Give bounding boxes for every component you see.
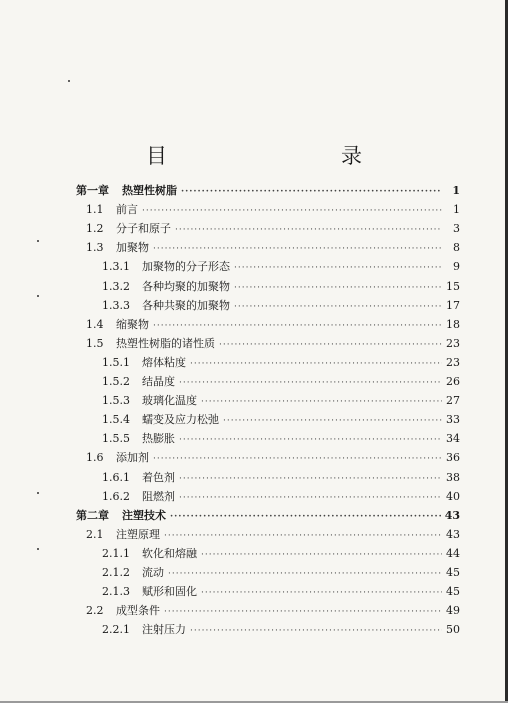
toc-entry-number: 1.3.2	[102, 279, 130, 293]
toc-entry-page: 45	[446, 566, 460, 579]
toc-entry-number: 2.2	[86, 604, 104, 618]
toc-entry-page: 17	[446, 298, 460, 312]
toc-entry[interactable]	[86, 200, 460, 219]
toc-entry[interactable]	[86, 448, 460, 467]
scan-speck	[37, 492, 39, 494]
toc-entry-number: 1.5.1	[102, 355, 130, 369]
toc-entry-page: 1	[453, 203, 460, 217]
toc-entry-number: 1.5	[86, 336, 104, 350]
toc-entry-number: 1.3.1	[102, 260, 130, 274]
toc-entry-page: 36	[446, 451, 460, 465]
toc-entry-title: 前言	[116, 203, 138, 217]
toc-entry-title: 着色剂	[142, 470, 175, 484]
toc-entry-title: 分子和原子	[116, 222, 171, 236]
toc-entry-title: 注塑技术	[122, 508, 166, 522]
toc-entry-title: 玻璃化温度	[142, 394, 197, 408]
toc-entry-number: 1.1	[86, 203, 104, 217]
toc-entry-page: 1	[452, 184, 460, 197]
toc-entry-title: 阻燃剂	[142, 489, 175, 503]
toc-entry[interactable]	[76, 181, 460, 200]
toc-entry-number: 1.5.3	[102, 394, 130, 408]
toc-entry[interactable]	[86, 219, 460, 238]
toc-entry-page: 44	[446, 546, 460, 560]
toc-entry[interactable]	[86, 315, 460, 334]
toc-entry-page: 18	[446, 317, 460, 331]
toc-entry-page: 38	[446, 470, 460, 484]
toc-entry-title: 赋形和固化	[142, 585, 197, 599]
toc-entry[interactable]	[102, 544, 460, 563]
toc-entry[interactable]	[102, 429, 460, 448]
scan-speck	[37, 240, 39, 242]
toc-entry[interactable]	[76, 506, 460, 525]
toc-entry[interactable]	[86, 525, 460, 544]
toc-entry-title: 蠕变及应力松弛	[142, 413, 219, 427]
toc-entry[interactable]	[102, 353, 460, 372]
toc-entry-page: 27	[446, 394, 460, 408]
toc-entry-number: 2.1.2	[102, 566, 130, 579]
toc-entry-title: 注塑原理	[116, 527, 160, 541]
toc-entry[interactable]	[86, 334, 460, 353]
toc-entry[interactable]	[102, 372, 460, 391]
toc-entry-page: 3	[453, 222, 460, 236]
toc-entry[interactable]	[102, 257, 460, 276]
toc-entry-number: 2.1.1	[102, 546, 130, 560]
toc-entry-page: 23	[446, 355, 460, 369]
toc-entry-title: 各种共聚的加聚物	[142, 298, 230, 312]
toc-entry-title: 添加剂	[116, 451, 149, 465]
toc-entry[interactable]	[86, 601, 460, 620]
toc-entry-title: 热塑性树脂	[122, 184, 177, 197]
toc-entry-page: 15	[446, 279, 460, 293]
toc-entry-number: 2.2.1	[102, 623, 130, 637]
toc-entry-number: 1.3.3	[102, 298, 130, 312]
toc-entry-number: 1.5.5	[102, 432, 130, 446]
toc-entry[interactable]	[102, 391, 460, 410]
toc-entry-title: 结晶度	[142, 375, 175, 388]
scan-speck	[37, 295, 39, 297]
toc-entry-title: 热膨胀	[142, 432, 175, 446]
toc-entry-title: 流动	[142, 566, 164, 579]
toc-entry-number: 第二章	[76, 508, 109, 522]
toc-entry-number: 1.6.2	[102, 489, 130, 503]
toc-entry-title: 成型条件	[116, 604, 160, 618]
toc-entry-number: 1.5.2	[102, 375, 130, 388]
scan-speck	[68, 80, 70, 82]
toc-entry[interactable]	[86, 238, 460, 257]
toc-entry-title: 软化和熔融	[142, 546, 197, 560]
toc-entry-page: 8	[453, 241, 460, 255]
dot-leader	[190, 622, 442, 641]
toc-entry-page: 40	[446, 489, 460, 503]
toc-entry-number: 1.5.4	[102, 413, 130, 427]
toc-entry-page: 34	[446, 432, 460, 446]
toc-entry[interactable]	[102, 410, 460, 429]
toc-entry-title: 缩聚物	[116, 317, 149, 331]
toc-entry-number: 2.1.3	[102, 585, 130, 599]
toc-entry-page: 9	[453, 260, 460, 274]
toc-entry-number: 1.6.1	[102, 470, 130, 484]
toc-entry-number: 2.1	[86, 527, 104, 541]
toc-entry-title: 加聚物	[116, 241, 149, 255]
toc-entry[interactable]	[102, 468, 460, 487]
toc-entry-page: 26	[446, 375, 460, 388]
toc-entry-page: 45	[446, 585, 460, 599]
toc-entry-title: 熔体粘度	[142, 355, 186, 369]
toc-entry[interactable]	[102, 487, 460, 506]
toc-entry-page: 49	[446, 604, 460, 618]
toc-entry-number: 1.4	[86, 317, 104, 331]
toc-entry-title: 热塑性树脂的诸性质	[116, 336, 215, 350]
scan-speck	[37, 548, 39, 550]
toc-entry-page: 50	[446, 623, 460, 637]
toc-entry[interactable]	[102, 582, 460, 601]
toc-entry-title: 加聚物的分子形态	[142, 260, 230, 274]
toc-entry-page: 43	[446, 527, 460, 541]
toc-entry-number: 1.3	[86, 241, 104, 255]
toc-entry[interactable]	[102, 620, 460, 639]
toc-entry-page: 33	[446, 413, 460, 427]
toc-entry[interactable]	[102, 563, 460, 582]
toc-entry-number: 第一章	[76, 184, 109, 197]
page-title: 目 录	[146, 144, 406, 168]
toc-entry-title: 各种均聚的加聚物	[142, 279, 230, 293]
toc-entry-number: 1.2	[86, 222, 104, 236]
toc-entry-number: 1.6	[86, 451, 104, 465]
toc-entry-page: 43	[444, 508, 460, 522]
toc-entry[interactable]	[102, 296, 460, 315]
toc-entry-page: 23	[446, 336, 460, 350]
toc-entry-title: 注射压力	[142, 623, 186, 637]
toc-entry[interactable]	[102, 277, 460, 296]
